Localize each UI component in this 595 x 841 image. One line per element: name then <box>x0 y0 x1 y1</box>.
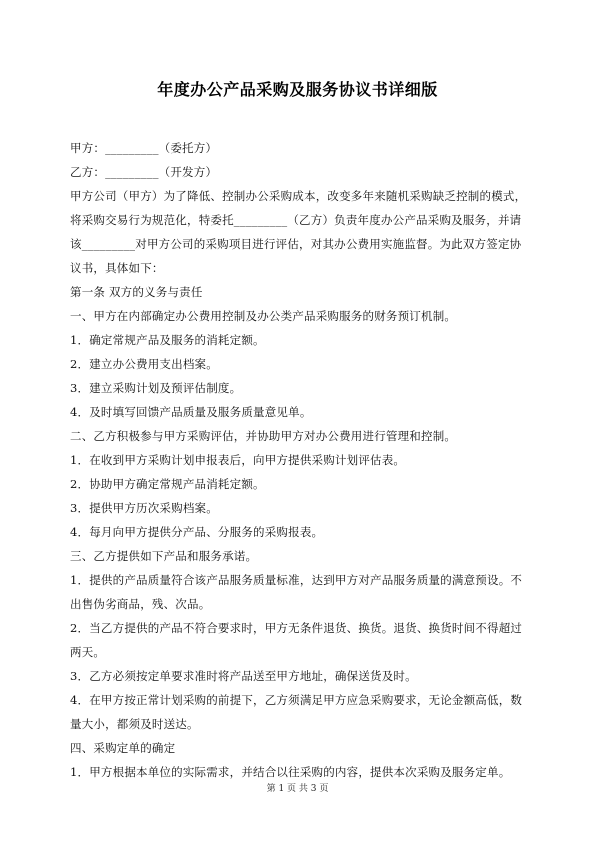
clause-item: 1．确定常规产品及服务的消耗定额。 <box>70 333 265 347</box>
party-b-line: 乙方：_________（开发方） <box>70 165 218 179</box>
document-title: 年度办公产品采购及服务协议书详细版 <box>157 80 438 99</box>
clause-item: 3．建立采购计划及预评估制度。 <box>70 381 242 395</box>
document-body <box>70 136 530 784</box>
clause-item: 2．当乙方提供的产品不符合要求时，甲方无条件退货、换货。退货、换货时间不得超过两天。 <box>70 621 523 659</box>
article-heading: 第一条 双方的义务与责任 <box>70 285 203 299</box>
section-heading: 二、乙方积极参与甲方采购评估，并协助甲方对办公费用进行管理和控制。 <box>70 429 457 443</box>
clause-item: 3．提供甲方历次采购档案。 <box>70 501 218 515</box>
clause-item: 4．及时填写回馈产品质量及服务质量意见单。 <box>70 405 312 419</box>
clause-item: 1．甲方根据本单位的实际需求，并结合以往采购的内容，提供本次采购及服务定单。 <box>70 765 511 779</box>
clause-item: 3．乙方必须按定单要求准时将产品送至甲方地址，确保送货及时。 <box>70 669 417 683</box>
clause-item: 2．建立办公费用支出档案。 <box>70 357 218 371</box>
section-heading: 三、乙方提供如下产品和服务承诺。 <box>70 549 258 563</box>
clause-item: 1．在收到甲方采购计划申报表后，向甲方提供采购计划评估表。 <box>70 453 406 467</box>
intro-paragraph: 甲方公司（甲方）为了降低、控制办公采购成本，改变多年来随机采购缺乏控制的模式，将采购交易行为规范化，特委托_________（乙方）负责年度办公产品采购及服务，并请该_________对甲方公司的采购项目进行评估，对其办公费用实施监督。为此双方签定协议书，具体如下： <box>70 189 527 275</box>
section-heading: 四、采购定单的确定 <box>70 741 176 755</box>
clause-item: 4．每月向甲方提供分产品、分服务的采购报表。 <box>70 525 324 539</box>
clause-item: 2．协助甲方确定常规产品消耗定额。 <box>70 477 265 491</box>
party-a-line: 甲方：_________（委托方） <box>70 141 218 155</box>
section-heading: 一、甲方在内部确定办公费用控制及办公类产品采购服务的财务预订机制。 <box>70 309 457 323</box>
clause-item: 1．提供的产品质量符合该产品服务质量标准，达到甲方对产品服务质量的满意预设。不出售伪劣商品，残、次品。 <box>70 573 523 611</box>
clause-item: 4．在甲方按正常计划采购的前提下，乙方须满足甲方应急采购要求，无论金额高低，数量大小，都须及时送达。 <box>70 693 523 731</box>
page-number-footer: 第 1 页 共 3 页 <box>266 784 329 794</box>
